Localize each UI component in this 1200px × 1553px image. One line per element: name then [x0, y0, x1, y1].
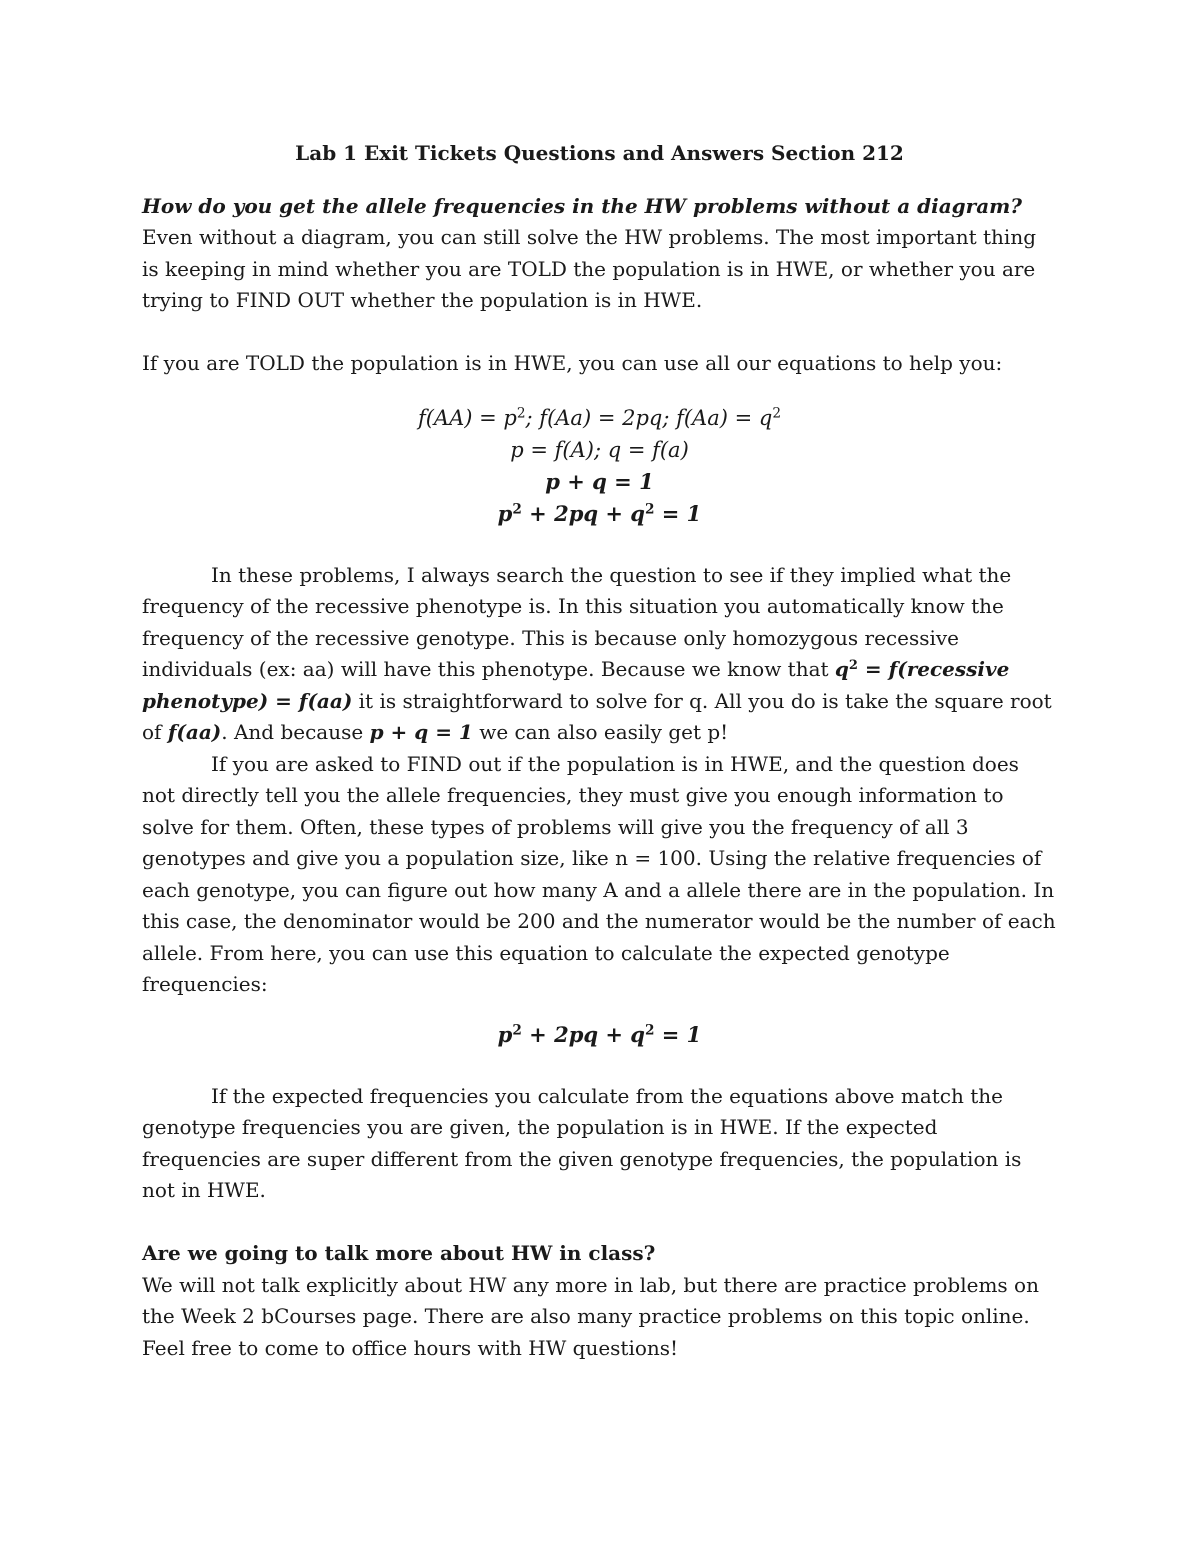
equation-allele-freqs: p = f(A); q = f(a): [510, 437, 689, 462]
math-f-aa: f(aa): [167, 720, 222, 744]
paragraph-expected: If the expected frequencies you calculate from the equations above match the genotype frequencies you are given, the population is in HWE. If the expected frequencies are super different from the given genotype frequencies, the population is not in HWE.: [142, 1083, 1022, 1202]
equation-p-plus-q: p + q = 1: [545, 468, 654, 494]
document-content: [142, 138, 1057, 1364]
paragraph-find-out: If you are asked to FIND out if the population is in HWE, and the question does not directly tell you the allele frequencies, they must give you enough information to solve for them. Often, these types of problems will give you the frequency of all 3 genotypes and give you a population size, like n = 100. Using the relative frequencies of each genotype, you can figure out how many A and a allele there are in the population. In this case, the denominator would be 200 and the numerator would be the number of each allele. From here, you can use this equation to calculate the expected genotype frequencies:: [142, 751, 1056, 996]
question-2: Are we going to talk more about HW in class?: [142, 1241, 656, 1265]
paragraph-recessive: In these problems, I always search the question to see if they implied what the frequency of the recessive phenotype is. In this situation you automatically know the frequency of the recessive genotype. This is because only homozygous recessive individuals (ex: aa) will have this phenotype. Because we know that $q^2$ = f(recessive phenotype) = f(aa) it is straightforward to solve for q. All you do is take the square root of f(aa). And because p + q = 1 we can also easily get p!: [142, 562, 1052, 744]
math-p-plus-q: p + q = 1: [369, 720, 473, 744]
question-1: How do you get the allele frequencies in the HW problems without a diagram?: [142, 193, 1023, 218]
answer-2: We will not talk explicitly about HW any more in lab, but there are practice problems on the Week 2 bCourses page. There are also many practice problems on this topic online. Feel free to come to office hours with HW questions!: [142, 1272, 1039, 1360]
math-q-squared: $q^2$ = f(recessive phenotype) = f(aa): [142, 657, 1010, 713]
answer-1-intro: Even without a diagram, you can still solve the HW problems. The most important thing is keeping in mind whether you are TOLD the population is in HWE, or whether you are trying to FIND OUT whether the population is in HWE.: [142, 225, 1037, 312]
equation-block-1: [142, 402, 1057, 530]
told-intro: If you are TOLD the population is in HWE, you can use all our equations to help you:: [142, 351, 1003, 375]
equation-block-2: [142, 1019, 1057, 1051]
equation-hwe-2: $p^2 + 2pq + q^2 = 1$: [497, 1021, 702, 1047]
document-title: Lab 1 Exit Tickets Questions and Answers Section 212: [295, 141, 904, 165]
equation-genotype-freqs: $f(AA) = p^2$; f(Aa) = 2pq; $f(Aa) = q^2$: [417, 405, 782, 430]
equation-hwe: $p^2 + 2pq + q^2 = 1$: [497, 500, 702, 526]
